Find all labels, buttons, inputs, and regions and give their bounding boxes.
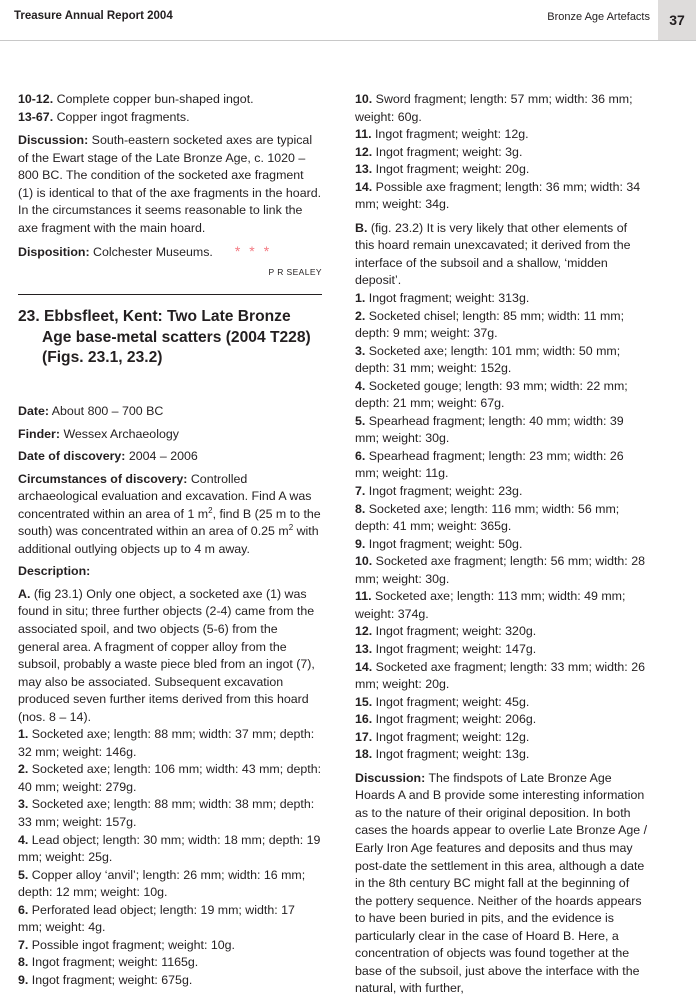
running-header <box>0 0 696 41</box>
section-divider <box>18 294 322 295</box>
list-item: 5. Spearhead fragment; length: 40 mm; width: 39 mm; weight: 30g. <box>355 413 624 446</box>
list-item: 2. Socketed chisel; length: 85 mm; width: 11 mm; depth: 9 mm; weight: 37g. <box>355 308 625 341</box>
list-item: 1. Ingot fragment; weight: 313g. <box>355 291 530 306</box>
list-item: 1. Socketed axe; length: 88 mm; width: 37 mm; depth: 32 mm; weight: 146g. <box>18 727 315 759</box>
section-end-stars: *** <box>234 243 279 260</box>
date-field: Date: About 800 – 700 BC <box>18 403 164 418</box>
list-item: 3. Socketed axe; length: 88 mm; width: 38 mm; depth: 33 mm; weight: 157g. <box>18 797 315 829</box>
list-item: 16. Ingot fragment; weight: 206g. <box>355 712 537 727</box>
hoard-b-paragraph: B. (fig. 23.2) It is very likely that other elements of this hoard remain unexcavated; it derived from the interface of the subsoil and a shallow, ‘midden deposit’. <box>355 220 631 288</box>
list-item: 15. Ingot fragment; weight: 45g. <box>355 694 530 709</box>
disposition-paragraph: Disposition: Colchester Museums. *** <box>18 243 279 260</box>
list-item: 13. Ingot fragment; weight: 20g. <box>355 162 530 177</box>
list-item: 7. Ingot fragment; weight: 23g. <box>355 484 523 499</box>
page-number: 37 <box>658 0 696 40</box>
list-item: 4. Lead object; length: 30 mm; width: 18 mm; depth: 19 mm; weight: 25g. <box>18 832 321 865</box>
finder-field: Finder: Wessex Archaeology <box>18 426 179 441</box>
list-item: 17. Ingot fragment; weight: 12g. <box>355 729 530 744</box>
list-item: 13. Ingot fragment; weight: 147g. <box>355 641 537 656</box>
list-item: 12. Ingot fragment; weight: 320g. <box>355 624 537 639</box>
list-item: 9. Ingot fragment; weight: 675g. <box>18 972 193 987</box>
discussion-paragraph: Discussion: South-eastern socketed axes are typical of the Ewart stage of the Late Bronze Age, c. 1020 – 800 BC. The condition of the socketed axe fragment (1) is identical to that of the axe fragments in the hoard. In the circumstances it seems reasonable to link the axe fragment with the main hoard. <box>18 133 322 235</box>
list-item: 6. Spearhead fragment; length: 23 mm; width: 26 mm; weight: 11g. <box>355 448 624 481</box>
list-item: 9. Ingot fragment; weight: 50g. <box>355 536 523 551</box>
list-item: 10. Sword fragment; length: 57 mm; width: 36 mm; weight: 60g. <box>355 92 633 124</box>
right-column <box>355 91 649 998</box>
list-item: 13-67. Copper ingot fragments. <box>18 109 190 124</box>
author-signature: P R SEALEY <box>268 266 322 277</box>
list-item: 7. Possible ingot fragment; weight: 10g. <box>18 937 235 952</box>
list-item: 10-12. Complete copper bun-shaped ingot. <box>18 92 254 106</box>
list-item: 4. Socketed gouge; length: 93 mm; width: 22 mm; depth: 21 mm; weight: 67g. <box>355 378 628 411</box>
list-item: 6. Perforated lead object; length: 19 mm; width: 17 mm; weight: 4g. <box>18 902 295 935</box>
list-item: 11. Socketed axe; length: 113 mm; width: 49 mm; weight: 374g. <box>355 589 626 621</box>
list-item: 8. Ingot fragment; weight: 1165g. <box>18 955 199 970</box>
left-column <box>18 91 322 989</box>
list-item: 14. Possible axe fragment; length: 36 mm; width: 34 mm; weight: 34g. <box>355 179 641 212</box>
discussion-paragraph: Discussion: The findspots of Late Bronze Age Hoards A and B provide some interesting information as to the nature of their original deposition. In both cases the hoards appear to overlie Late Bronze Age / Early Iron Age features and deposits and thus may post-date the settlement in this area, although a date in the 8th century BC might fall at the beginning of the pottery sequence. Neither of the hoards appears to have been buried in pits, and the evidence is particularly clear in the case of Hoard B. Here, a concentration of objects was found together at the base of the subsoil, just above the interface with the natural, with further, <box>355 770 648 996</box>
description-heading: Description: <box>18 564 91 579</box>
list-item: 10. Socketed axe fragment; length: 56 mm; width: 28 mm; weight: 30g. <box>355 554 645 586</box>
list-item: 5. Copper alloy ‘anvil’; length: 26 mm; width: 16 mm; depth: 12 mm; weight: 10g. <box>18 867 306 900</box>
circumstances-paragraph: Circumstances of discovery: Controlled archaeological evaluation and excavation. Find A was concentrated within an area of 1 $m^2$, find B (25 m to the south) was concentrated within an area of 0.25 $m^2$ with additional outlying objects up to 4 m away. <box>18 471 321 556</box>
list-item: 2. Socketed axe; length: 106 mm; width: 43 mm; depth: 40 mm; weight: 279g. <box>18 762 322 794</box>
list-item: 14. Socketed axe fragment; length: 33 mm; width: 26 mm; weight: 20g. <box>355 659 645 692</box>
publication-title: Treasure Annual Report 2004 <box>14 10 173 22</box>
list-item: 18. Ingot fragment; weight: 13g. <box>355 747 530 762</box>
list-item: 3. Socketed axe; length: 101 mm; width: 50 mm; depth: 31 mm; weight: 152g. <box>355 343 621 376</box>
list-item: 11. Ingot fragment; weight: 12g. <box>355 127 529 142</box>
list-item: 12. Ingot fragment; weight: 3g. <box>355 144 523 159</box>
hoard-a-paragraph: A. (fig 23.1) Only one object, a socketed axe (1) was found in situ; three further objects (2-4) came from the associated spoil, and two objects (5-6) from the general area. A fragment of copper alloy from the subsoil, probably a waste piece bled from an ingot (7), may also be associated. Subsequent excavation produced seven further items derived from this hoard (nos. 8 – 14). <box>18 586 315 724</box>
entry-title: 23. Ebbsfleet, Kent: Two Late Bronze Age base-metal scatters (2004 T228) (Figs. 23.1, 23.2) <box>18 308 311 367</box>
discovery-date-field: Date of discovery: 2004 – 2006 <box>18 449 198 464</box>
list-item: 8. Socketed axe; length: 116 mm; width: 56 mm; depth: 41 mm; weight: 365g. <box>355 501 620 534</box>
section-title: Bronze Age Artefacts <box>547 11 650 23</box>
